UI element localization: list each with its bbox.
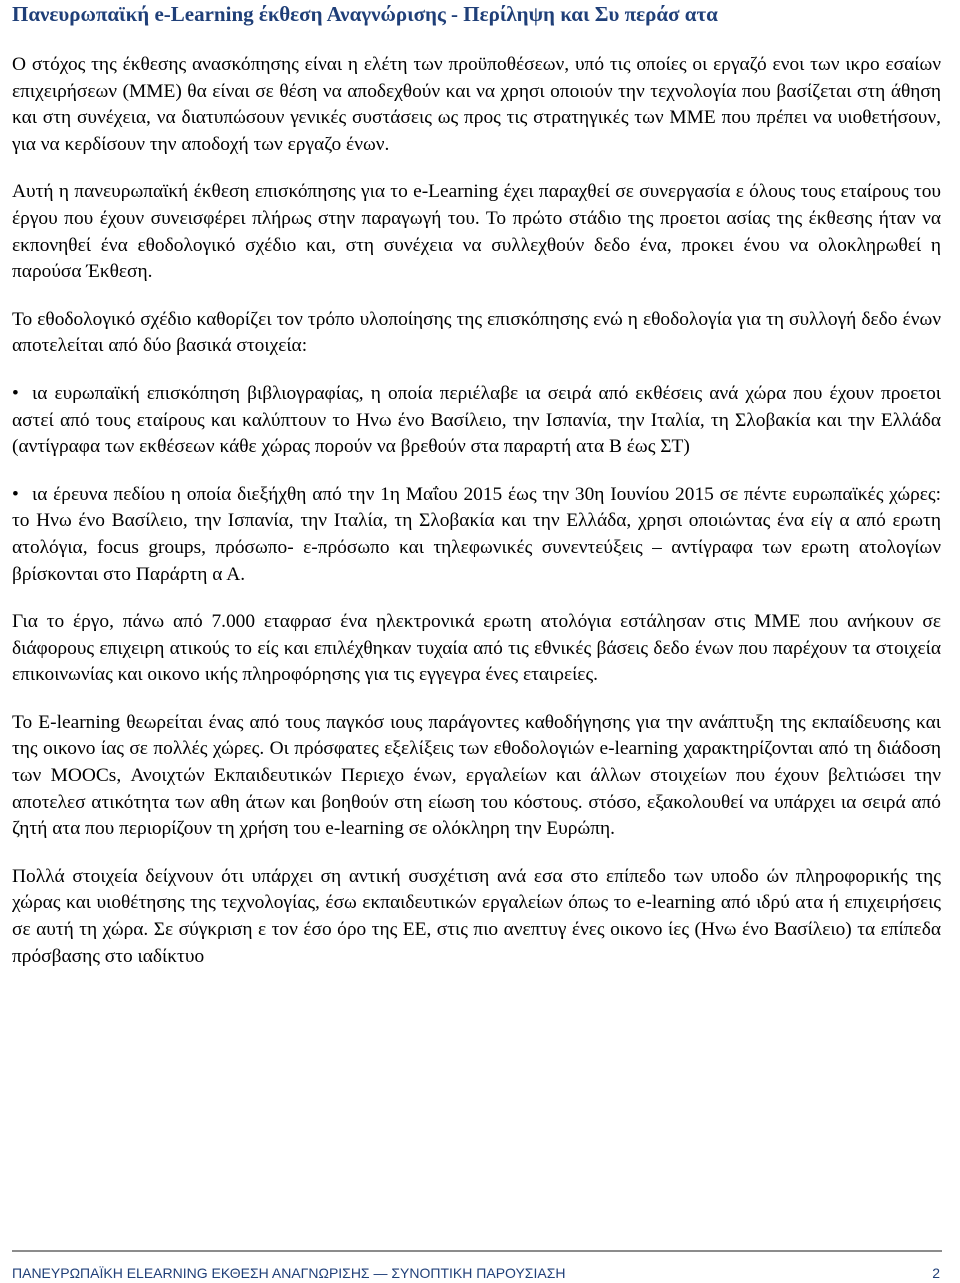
footer-rule [12, 1250, 942, 1252]
list-item [12, 482, 941, 588]
bullet-field-research: ια έρευνα πεδίου η οποία διεξήχθη από την 1η Μαΐου 2015 έως την 30η Ιουνίου 2015 σε πέντε ευρωπαϊκές χώρες: το Ηνω ένο Βασίλειο, την Ισπανία, την Ιταλία, τη Σλοβακία και την Ελλάδα, χρησι οποιώντας ένα είγ α από ερωτη ατολόγια, focus groups, πρόσωπο- ε-πρόσωπο και τηλεφωνικές συνεντεύξεις – αντίγραφα των ερωτη ατολογίων βρίσκονται στο Παράρτη α Α. [12, 483, 941, 585]
paragraph-methodology: Το εθοδολογικό σχέδιο καθορίζει τον τρόπο υλοποίησης της επισκόπησης ενώ η εθοδολογία για τη συλλογή δεδο ένων αποτελείται από δύο βασικά στοιχεία: [12, 308, 941, 357]
document-body [12, 52, 941, 991]
paragraph-questionnaires: Για το έργο, πάνω από 7.000 εταφρασ ένα ηλεκτρονικά ερωτη ατολόγια εστάλησαν στις ΜΜΕ που ανήκουν σε διάφορους επιχειρη ατικούς το είς και επιλέχθηκαν τυχαία από τις εθνικές βάσεις δεδο ένων που παρέχουν τα στοιχεία επικοινωνίας και οικονο ικής πληροφόρησης για τις εγγεγρα ένες εταιρείες. [12, 611, 941, 686]
list-item [12, 381, 941, 461]
footer-text: ΠΑΝΕΥΡΩΠΑΪΚΗ ELEARNING ΕΚΘΕΣΗ ΑΝΑΓΝΩΡΙΣΗΣ — ΣΥΝΟΠΤΙΚΗ ΠΑΡΟΥΣΙΑΣΗ [12, 1265, 566, 1281]
bullet-icon: • [12, 483, 19, 505]
bullet-icon: • [12, 382, 19, 404]
bullet-literature-review: ια ευρωπαϊκή επισκόπηση βιβλιογραφίας, η οποία περιέλαβε ια σειρά από εκθέσεις ανά χώρα που έχουν προετοι αστεί από τους εταίρους και καλύπτουν το Ηνω ένο Βασίλειο, την Ισπανία, την Ιταλία, τη Σλοβακία και την Ελλάδα (αντίγραφα των εκθέσεων κάθε χώρας πορούν να βρεθούν στα παραρτή ατα Β έως ΣΤ) [12, 382, 941, 458]
paragraph-elearning-factors: Το E-learning θεωρείται ένας από τους παγκόσ ιους παράγοντες καθοδήγησης για την ανάπτυξη της εκπαίδευσης και της οικονο ίας σε πολλές χώρες. Οι πρόσφατες εξελίξεις των εθοδολογιών e-learning χαρακτηρίζονται από τη διάδοση των MOOCs, Ανοιχτών Εκπαιδευτικών Περιεχο ένων, εργαλείων και άλλων στοιχείων που έχουν βελτιώσει την αποτελεσ ατικότητα των αθη άτων και βοηθούν στη είωση του κόστους. στόσο, εξακολουθεί να υπάρχει ια σειρά από ζητή ατα που περιορίζουν τη χρήση του e-learning σε ολόκληρη την Ευρώπη. [12, 711, 941, 840]
page-number: 2 [932, 1265, 940, 1281]
paragraph-collaboration: Αυτή η πανευρωπαϊκή έκθεση επισκόπησης για το e-Learning έχει παραχθεί σε συνεργασία ε όλους τους εταίρους του έργου που έχουν συνεισφέρει πλήρως στην παραγωγή του. Το πρώτο στάδιο της προετοι ασίας της έκθεσης ήταν να εκπονηθεί ένα εθοδολογικό σχέδιο και, στη συνέχεια να συλλεχθούν δεδο ένα, προκει ένου να ολοκληρωθεί η παρούσα Έκθεση. [12, 181, 941, 283]
paragraph-correlation: Πολλά στοιχεία δείχνουν ότι υπάρχει ση αντική συσχέτιση ανά εσα στο επίπεδο των υποδο ών πληροφορικής της χώρας και υιοθέτησης της τεχνολογίας, έσω εκπαιδευτικών εργαλείων όπως το e-learning από ιδρύ ατα ή επιχειρήσεις σε αυτή τη χώρα. Σε σύγκριση ε τον έσο όρο της ΕΕ, στις πιο ανεπτυγ ένες οικονο ίες (Ηνω ένο Βασίλειο) τα επίπεδα πρόσβασης στο ιαδίκτυο [12, 865, 941, 967]
page-title: Πανευρωπαϊκή e-Learning έκθεση Αναγνώρισης - Περίληψη και Συ περάσ ατα [12, 2, 718, 26]
paragraph-objective: Ο στόχος της έκθεσης ανασκόπησης είναι η ελέτη των προϋποθέσεων, υπό τις οποίες οι εργαζό ενοι των ικρο εσαίων επιχειρήσεων (ΜΜΕ) θα είναι σε θέση να αποδεχθούν και να χρησι οποιούν την τεχνολογία που βασίζεται στη άθηση και στη συνέχεια, να διατυπώσουν γενικές συστάσεις ως προς τις στρατηγικές των ΜΜΕ που πρέπει να υιοθετήσουν, για να κερδίσουν την αποδοχή των εργαζο ένων. [12, 54, 941, 155]
